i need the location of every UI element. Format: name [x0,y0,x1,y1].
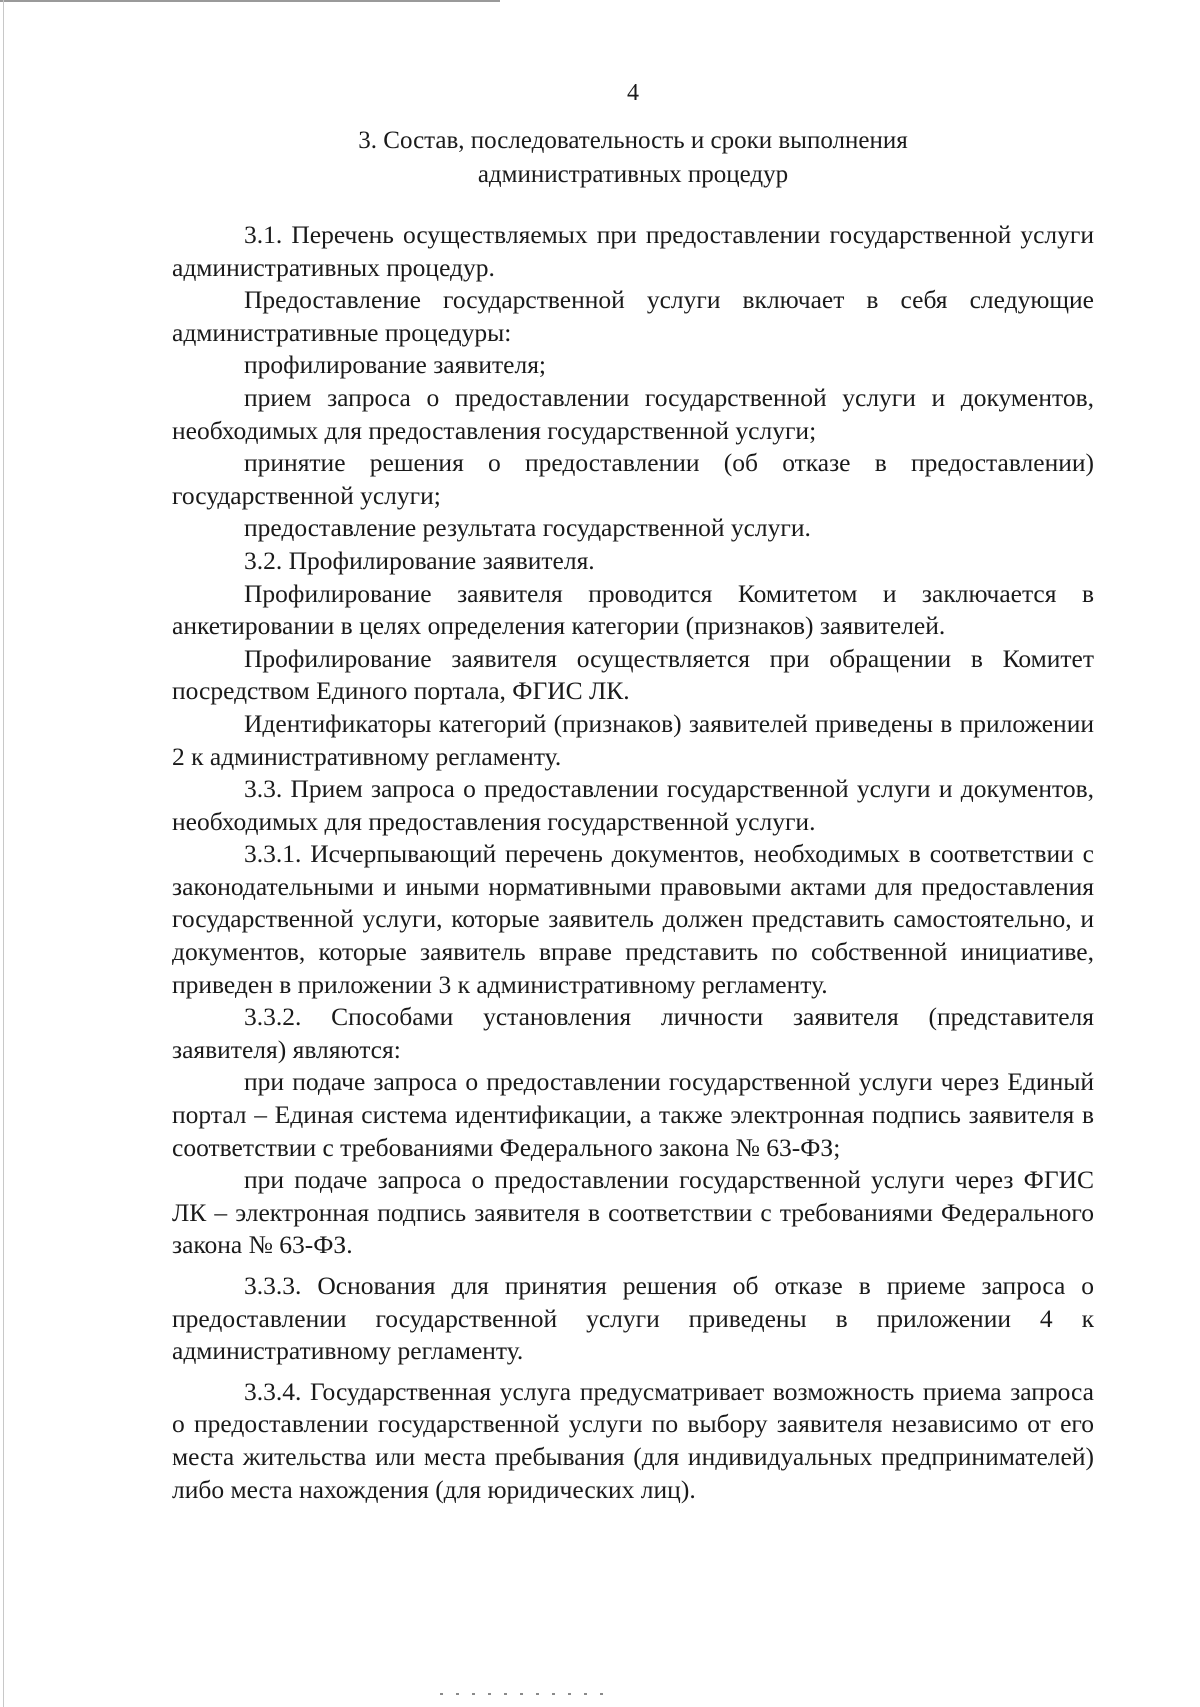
scan-left-edge [3,0,4,1707]
list-item-result: предоставление результата государственной услуги. [244,513,811,543]
document-body [172,219,1094,1506]
paragraph-identity-portal: при подаче запроса о предоставлении государственной услуги через Единый портал – Единая система идентификации, а также электронная подпись заявителя в соответствии с требованиями Федерального закона № 63-ФЗ; [172,1067,1094,1162]
list-item-profiling: профилирование заявителя; [244,350,547,380]
section-heading-line-2: административных процедур [477,161,789,188]
section-heading-line-1: 3. Состав, последовательность и сроки выполнения [358,127,908,154]
paragraph-3-2: 3.2. Профилирование заявителя. [244,545,595,575]
scan-bottom-marks [440,1693,610,1695]
scan-top-rule [0,0,500,2]
paragraph-3-3-2: 3.3.2. Способами установления личности заявителя (представителя заявителя) являются: [172,1002,1094,1064]
page-number: 4 [627,80,639,106]
paragraph-profiling-portal: Профилирование заявителя осуществляется при обращении в Комитет посредством Единого портала, ФГИС ЛК. [172,643,1094,706]
paragraph-3-3-4: 3.3.4. Государственная услуга предусматривает возможность приема запроса о предоставлении государственной услуги по выбору заявителя независимо от его места жительства или места пребывания (для индивидуальных предпринимателей) либо места нахождения (для юридических лиц). [172,1376,1094,1504]
paragraph-3-1: 3.1. Перечень осуществляемых при предоставлении государственной услуги административных процедур. [172,220,1094,282]
list-item-decision: принятие решения о предоставлении (об отказе в предоставлении) государственной услуги; [172,448,1094,510]
paragraph-identifiers: Идентификаторы категорий (признаков) заявителей приведены в приложении 2 к административному регламенту. [172,708,1094,771]
paragraph-procedures-intro: Предоставление государственной услуги включает в себя следующие административные процедуры: [172,285,1094,347]
paragraph-3-3: 3.3. Прием запроса о предоставлении государственной услуги и документов, необходимых для предоставления государственной услуги. [172,774,1094,836]
paragraph-identity-fgis: при подаче запроса о предоставлении государственной услуги через ФГИС ЛК – электронная подпись заявителя в соответствии с требованиями Федерального закона № 63-ФЗ. [172,1165,1094,1260]
list-item-request-reception: прием запроса о предоставлении государственной услуги и документов, необходимых для предоставления государственной услуги; [172,382,1094,445]
section-heading [172,124,1094,192]
paragraph-3-3-1: 3.3.1. Исчерпывающий перечень документов, необходимых в соответствии с законодательными и иными нормативными правовыми актами для предоставления государственной услуги, которые заявитель должен представить самостоятельно, и документов, которые заявитель вправе представить по собственной инициативе, приведен в приложении 3 к административному регламенту. [172,839,1094,999]
paragraph-3-3-3: 3.3.3. Основания для принятия решения об отказе в приеме запроса о предоставлении государственной услуги приведены в приложении 4 к административному регламенту. [172,1271,1094,1366]
paragraph-profiling-committee: Профилирование заявителя проводится Комитетом и заключается в анкетировании в целях определения категории (признаков) заявителей. [172,578,1094,641]
